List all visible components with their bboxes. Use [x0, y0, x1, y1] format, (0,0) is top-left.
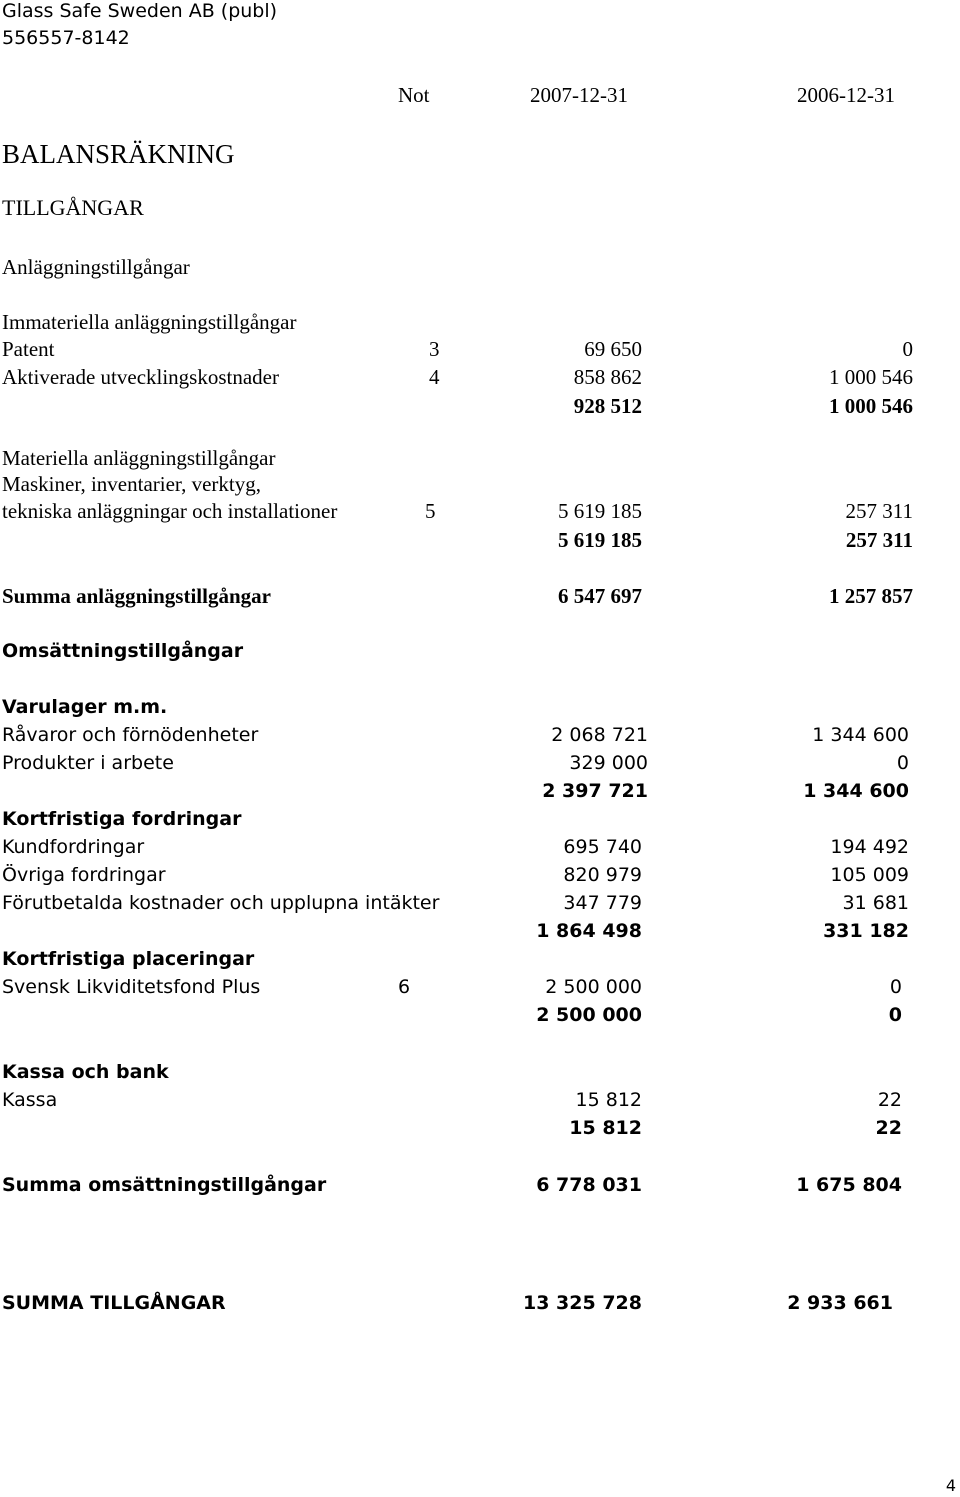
row-value-2007: 15 812 [575, 1089, 642, 1111]
row-label: Produkter i arbete [2, 752, 174, 774]
total-2006: 1 675 804 [796, 1174, 902, 1196]
row-value-2006: 31 681 [842, 892, 909, 914]
subtotal-2006: 257 311 [845, 528, 913, 552]
grand-total-2006: 2 933 661 [787, 1292, 893, 1314]
subtotal-2007: 1 864 498 [536, 920, 642, 942]
row-label: Patent [2, 337, 55, 361]
subtotal-2006: 1 344 600 [803, 780, 909, 802]
row-value-2006: 22 [877, 1089, 902, 1111]
row-value-2007: 858 862 [573, 365, 642, 389]
row-value-2007: 329 000 [569, 752, 648, 774]
company-name: Glass Safe Sweden AB (publ) [2, 0, 278, 22]
row-value-2006: 257 311 [845, 499, 913, 523]
subtotal-2007: 5 619 185 [558, 528, 642, 552]
row-label: Svensk Likviditetsfond Plus [2, 976, 261, 998]
total-2007: 6 547 697 [558, 584, 642, 608]
heading-fordringar: Kortfristiga fordringar [2, 808, 242, 830]
heading-immateriella: Immateriella anläggningstillgångar [2, 310, 297, 334]
page-number: 4 [945, 1476, 956, 1495]
subtotal-2007: 15 812 [569, 1117, 642, 1139]
subtotal-2006: 1 000 546 [829, 394, 913, 418]
row-label: Aktiverade utvecklingskostnader [2, 365, 279, 389]
subtotal-2007: 2 500 000 [536, 1004, 642, 1026]
total-2007: 6 778 031 [536, 1174, 642, 1196]
row-value-2006: 105 009 [830, 864, 909, 886]
row-value-2006: 0 [902, 337, 913, 361]
row-note: 6 [398, 976, 411, 998]
row-note: 5 [425, 499, 436, 523]
heading-kassa-och-bank: Kassa och bank [2, 1061, 169, 1083]
subtotal-2006: 0 [888, 1004, 902, 1026]
row-value-2007: 347 779 [563, 892, 642, 914]
row-label: Förutbetalda kostnader och upplupna intäkter [2, 892, 440, 914]
column-header-note: Not [398, 83, 430, 107]
subtotal-2007: 2 397 721 [542, 780, 648, 802]
heading-materiella: Materiella anläggningstillgångar [2, 446, 276, 470]
row-value-2006: 1 344 600 [812, 724, 909, 746]
page-title: BALANSRÄKNING [2, 139, 235, 169]
grand-total-label: SUMMA TILLGÅNGAR [2, 1292, 226, 1314]
total-2006: 1 257 857 [829, 584, 913, 608]
row-label: tekniska anläggningar och installationer [2, 499, 338, 523]
row-value-2006: 1 000 546 [829, 365, 913, 389]
row-value-2007: 69 650 [584, 337, 642, 361]
heading-varulager: Varulager m.m. [2, 696, 168, 718]
row-value-2007: 5 619 185 [558, 499, 642, 523]
row-note: 3 [429, 337, 440, 361]
row-value-2007: 2 500 000 [545, 976, 642, 998]
total-label: Summa omsättningstillgångar [2, 1174, 327, 1196]
row-value-2006: 194 492 [830, 836, 909, 858]
section-title-tillgangar: TILLGÅNGAR [2, 195, 144, 220]
section-title-anlaggningstillgangar: Anläggningstillgångar [2, 255, 190, 279]
column-header-2006: 2006-12-31 [797, 83, 895, 107]
row-label: Kassa [2, 1089, 58, 1111]
row-value-2007: 2 068 721 [551, 724, 648, 746]
total-label: Summa anläggningstillgångar [2, 584, 271, 608]
row-value-2007: 695 740 [563, 836, 642, 858]
heading-omsattningstillgangar: Omsättningstillgångar [2, 640, 244, 662]
row-label: Råvaror och förnödenheter [2, 724, 259, 746]
subtotal-2006: 22 [875, 1117, 902, 1139]
row-value-2007: 820 979 [563, 864, 642, 886]
subtotal-2006: 331 182 [823, 920, 909, 942]
row-value-2006: 0 [896, 752, 909, 774]
heading-placeringar: Kortfristiga placeringar [2, 948, 255, 970]
row-label: Övriga fordringar [2, 864, 166, 886]
column-header-2007: 2007-12-31 [530, 83, 628, 107]
row-note: 4 [429, 365, 440, 389]
grand-total-2007: 13 325 728 [523, 1292, 642, 1314]
org-number: 556557-8142 [2, 27, 130, 49]
row-label: Kundfordringar [2, 836, 145, 858]
row-value-2006: 0 [889, 976, 902, 998]
row-label: Maskiner, inventarier, verktyg, [2, 472, 261, 496]
subtotal-2007: 928 512 [573, 394, 642, 418]
